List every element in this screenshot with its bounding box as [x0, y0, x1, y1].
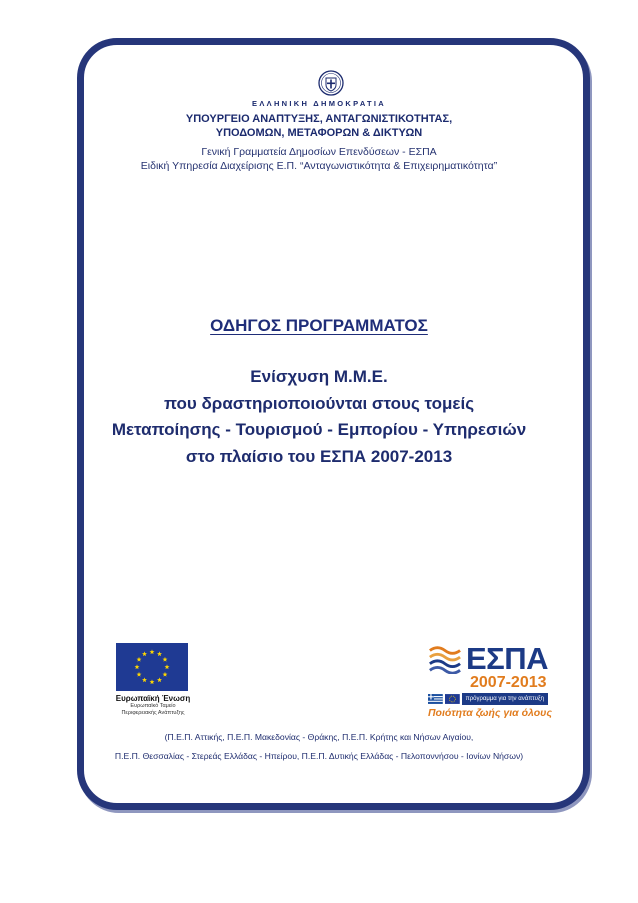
subtitle-line-3: Μεταποίησης - Τουρισμού - Εμπορίου - Υπηρεσιών	[111, 420, 527, 439]
regions-line-2: Π.Ε.Π. Θεσσαλίας - Στερεάς Ελλάδας - Ηπείρου, Π.Ε.Π. Δυτικής Ελλάδας - Πελοποννήσου - Ιονίων Νήσων)	[114, 751, 524, 761]
secretariat-block	[0, 145, 638, 173]
eu-name: Ευρωπαϊκή Ένωση	[115, 694, 191, 703]
eu-logo	[108, 643, 198, 717]
espa-logo	[428, 641, 552, 719]
regions-line-1: (Π.Ε.Π. Αττικής, Π.Ε.Π. Μακεδονίας - Θράκης, Π.Ε.Π. Κρήτης και Νήσων Αιγαίου,	[164, 732, 474, 742]
republic-label: ΕΛΛΗΝΙΚΗ ΔΗΜΟΚΡΑΤΙΑ	[252, 99, 386, 108]
ministry-line-1: ΥΠΟΥΡΓΕΙΟ ΑΝΑΠΤΥΞΗΣ, ΑΝΤΑΓΩΝΙΣΤΙΚΟΤΗΤΑΣ,	[185, 113, 453, 125]
program-subtitle	[0, 364, 638, 470]
espa-waves-icon	[428, 644, 462, 674]
espa-years: 2007-2013	[470, 674, 547, 691]
eu-mini-flag-icon	[445, 694, 460, 704]
eu-fund-name	[108, 703, 198, 717]
espa-name: ΕΣΠΑ	[465, 641, 548, 676]
greek-flag-icon	[428, 694, 443, 704]
espa-program-label: πρόγραμμα για την ανάπτυξη	[462, 693, 548, 705]
subtitle-line-2: που δραστηριοποιούνται στους τομείς	[163, 393, 475, 413]
secretariat-line-2: Ειδική Υπηρεσία Διαχείρισης Ε.Π. “Ανταγωνιστικότητα & Επιχειρηματικότητα”	[140, 160, 498, 172]
ministry-name	[0, 112, 638, 140]
subtitle-line-4: στο πλαίσιο του ΕΣΠΑ 2007-2013	[185, 446, 453, 466]
document-title: ΟΔΗΓΟΣ ΠΡΟΓΡΑΜΜΑΤΟΣ	[210, 316, 428, 335]
eu-fund-line-2: Περιφερειακής Ανάπτυξης	[121, 710, 185, 716]
greek-emblem-icon	[318, 70, 344, 96]
operational-programs-list	[0, 728, 638, 766]
secretariat-line-1: Γενική Γραμματεία Δημοσίων Επενδύσεων - ΕΣΠΑ	[201, 146, 437, 158]
subtitle-line-1: Ενίσχυση Μ.Μ.Ε.	[250, 367, 388, 386]
eu-fund-line-1: Ευρωπαϊκό Ταμείο	[130, 703, 176, 709]
espa-slogan: Ποιότητα ζωής για όλους	[428, 707, 552, 719]
ministry-line-2: ΥΠΟΔΟΜΩΝ, ΜΕΤΑΦΟΡΩΝ & ΔΙΚΤΥΩΝ	[215, 127, 423, 139]
eu-flag-icon	[116, 643, 188, 691]
